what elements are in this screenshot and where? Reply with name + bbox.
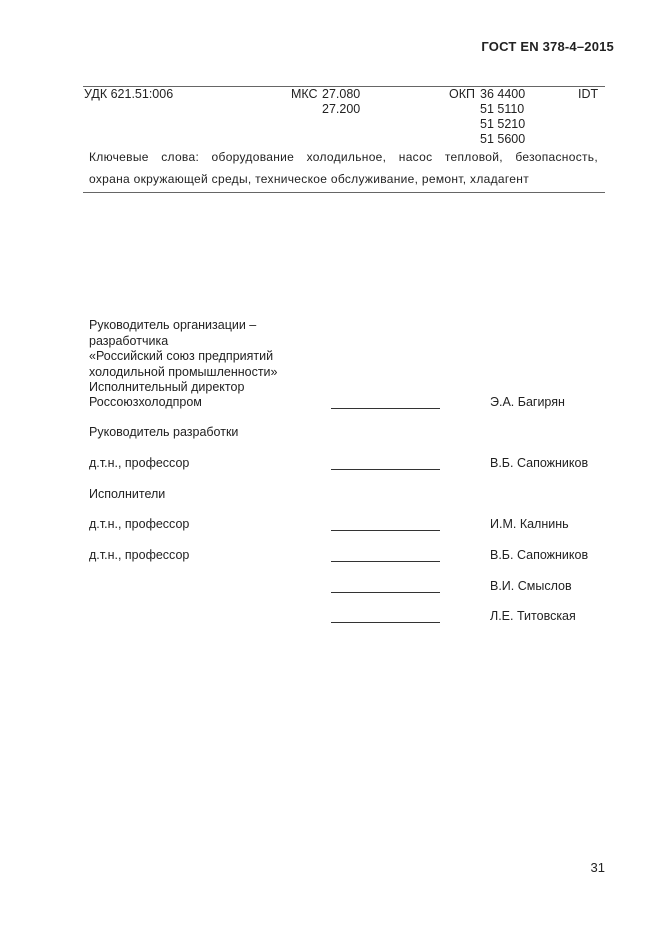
udc-code: УДК 621.51:006 <box>84 87 174 101</box>
org-head-line: «Российский союз предприятий <box>89 349 274 363</box>
org-head-line: Исполнительный директор <box>89 380 245 394</box>
signatory-name: В.Б. Сапожников <box>490 456 589 470</box>
org-head-block <box>89 318 277 396</box>
dev-head-heading: Руководитель разработки <box>89 425 239 439</box>
signature-line <box>331 561 440 562</box>
signature-line <box>331 530 440 531</box>
signatory-title: д.т.н., профессор <box>89 548 190 562</box>
signature-line <box>331 622 440 623</box>
keywords-line-2: охрана окружающей среды, техническое обслуживание, ремонт, хладагент <box>89 172 530 186</box>
signatory-name: В.И. Смыслов <box>490 579 572 593</box>
signature-line <box>331 408 440 409</box>
okp-label: ОКП <box>449 87 475 101</box>
signatory-name: Л.Е. Титовская <box>490 609 576 623</box>
mks-code: 27.080 <box>322 87 361 101</box>
okp-code: 51 5600 <box>480 132 526 146</box>
okp-code: 51 5110 <box>480 102 525 116</box>
signatory-title: д.т.н., профессор <box>89 456 190 470</box>
org-head-line: Руководитель организации – <box>89 318 257 332</box>
page-number: 31 <box>590 860 605 875</box>
keywords-line-1: Ключевые слова: оборудование холодильное, насос тепловой, безопасность, <box>89 150 598 164</box>
okp-code: 36 4400 <box>480 87 526 101</box>
org-short-name: Россоюзхолодпром <box>89 395 202 409</box>
signatory-title: д.т.н., профессор <box>89 517 190 531</box>
okp-code: 51 5210 <box>480 117 526 131</box>
signatory-name: В.Б. Сапожников <box>490 548 589 562</box>
mks-label: МКС <box>291 87 318 101</box>
standard-code-header: ГОСТ EN 378-4–2015 <box>481 39 614 54</box>
org-head-line: холодильной промышленности» <box>89 364 278 379</box>
signature-line <box>331 469 440 470</box>
signatory-name: И.М. Калнинь <box>490 517 569 531</box>
mks-code: 27.200 <box>322 102 361 116</box>
signatory-name: Э.А. Багирян <box>490 395 565 409</box>
equivalence-degree: IDT <box>578 87 599 101</box>
signature-line <box>331 592 440 593</box>
bottom-rule <box>83 192 605 193</box>
org-head-line: разработчика <box>89 333 169 348</box>
performers-heading: Исполнители <box>89 487 166 501</box>
